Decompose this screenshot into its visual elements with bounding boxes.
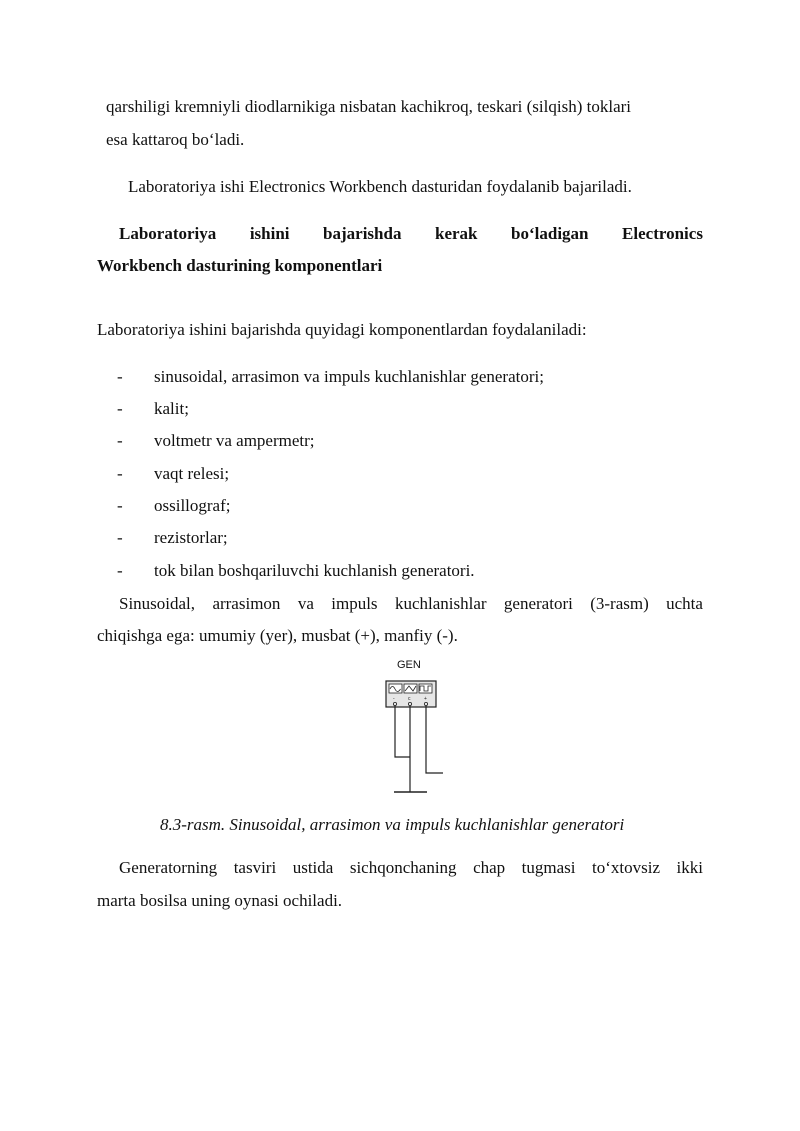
para-word: to‘xtovsiz [592,858,661,877]
list-marker: - [117,464,123,483]
terminal-sign-right: + [424,696,427,702]
generator-figure [385,659,445,799]
list-marker: - [117,367,123,386]
para-word: tugmasi [521,858,576,877]
para-word: Sinusoidal, [119,594,196,613]
heading-word: Laboratoriya [119,224,217,243]
para-word: kuchlanishlar [394,594,487,613]
heading-word: bajarishda [323,224,402,243]
heading-word: bo‘ladigan [511,224,589,243]
heading-word: kerak [435,224,478,243]
figure-caption: 8.3-rasm. Sinusoidal, arrasimon va impuls kuchlanishlar generatori [160,815,625,834]
closing-para-line-1 [119,858,703,878]
para-word: Generatorning [119,858,218,877]
triangle-wave-icon [404,684,417,693]
closing-para-line-2: marta bosilsa uning oynasi ochiladi. [97,891,343,910]
list-item-text: kalit; [154,399,189,418]
list-item-text: voltmetr va ampermetr; [154,431,315,450]
list-marker: - [117,528,123,547]
para-word: impuls [331,594,378,613]
generator-label: GEN [397,659,421,671]
list-item-text: rezistorlar; [154,528,228,547]
section-heading-line-2: Workbench dasturining komponentlari [97,256,383,275]
para-word: ikki [676,858,703,877]
terminal-sign-center: c [408,696,411,702]
para-word: uchta [666,594,703,613]
generator-symbol [385,659,445,799]
terminal-sign-left: - [393,696,395,702]
list-item-text: tok bilan boshqariluvchi kuchlanish generatori. [154,561,475,580]
wire-positive [426,706,443,773]
list-marker: - [117,496,123,515]
list-item-text: ossillograf; [154,496,231,515]
intro-line-1: qarshiligi kremniyli diodlarnikiga nisbatan kachikroq, teskari (silqish) toklari [106,97,631,116]
list-item-text: vaqt relesi; [154,464,230,483]
intro-line-2: esa kattaroq bo‘ladi. [106,130,245,149]
lab-note: Laboratoriya ishi Electronics Workbench dasturidan foydalanib bajariladi. [128,177,632,196]
para-word: arrasimon [212,594,281,613]
list-marker: - [117,561,123,580]
para-word: (3-rasm) [590,594,649,613]
heading-word: Electronics [622,224,703,243]
wire-negative [395,706,410,757]
para-word: generatori [503,594,573,613]
para-word: ustida [292,858,334,877]
list-item-text: sinusoidal, arrasimon va impuls kuchlanishlar generatori; [154,367,544,386]
list-intro: Laboratoriya ishini bajarishda quyidagi komponentlardan foydalaniladi: [97,320,587,339]
generator-para-line-2: chiqishga ega: umumiy (yer), musbat (+), manfiy (-). [97,626,458,645]
section-heading-line-1 [119,224,703,244]
para-word: sichqonchaning [349,858,457,877]
para-word: va [297,594,314,613]
heading-word: ishini [249,224,290,243]
generator-para-line-1 [119,594,703,614]
list-marker: - [117,399,123,418]
list-marker: - [117,431,123,450]
square-wave-icon [419,684,432,693]
para-word: chap [473,858,506,877]
sine-wave-icon [389,684,402,693]
para-word: tasviri [233,858,277,877]
